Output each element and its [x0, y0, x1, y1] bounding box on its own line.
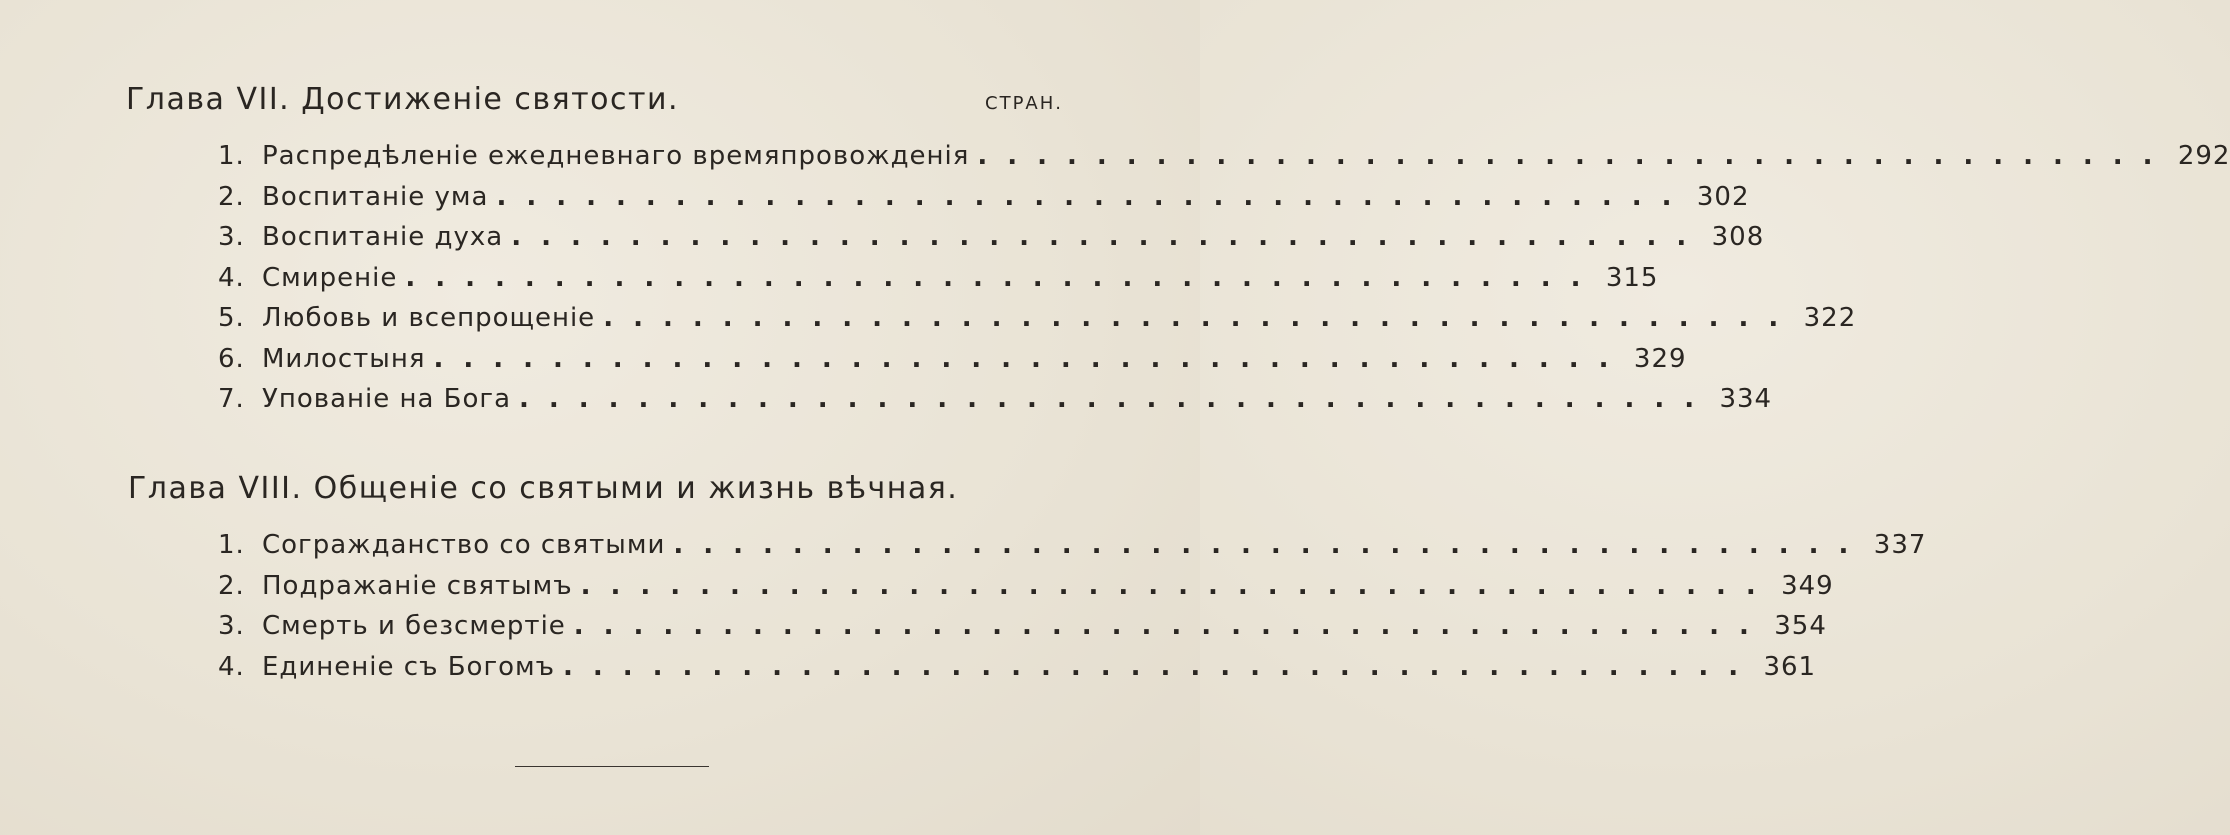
chapter-heading: Глава VIII. Общеніе со святыми и жизнь вѣчная. [128, 471, 959, 506]
entry-page-number: 292 [2177, 141, 2230, 171]
dot-leader: ........................................ [563, 651, 1759, 682]
entry-number: 4. [218, 262, 245, 293]
entry-title: Милостыня [262, 343, 426, 374]
closing-rule [515, 766, 709, 767]
toc-entry [218, 384, 1773, 425]
entry-title: Единеніе съ Богомъ [262, 651, 556, 682]
toc-entry [218, 222, 1765, 263]
entry-page-number: 322 [1803, 303, 1857, 333]
entry-title: Подражаніе святымъ [262, 570, 573, 601]
entry-number: 1. [218, 141, 245, 171]
entry-number: 1. [218, 530, 245, 560]
toc-entry [218, 530, 1927, 571]
entry-title: Смерть и безсмертіе [262, 611, 566, 641]
toc-entry [218, 651, 1817, 693]
dot-leader: ........................................ [673, 530, 1869, 560]
dot-leader: ........................................ [977, 141, 2173, 171]
entry-title: Упованіе на Бога [262, 384, 512, 414]
entry-page-number: 354 [1774, 611, 1827, 641]
toc-list [218, 530, 1927, 692]
toc-entry [218, 570, 1834, 612]
toc-entry [218, 611, 1827, 652]
entry-number: 2. [218, 181, 245, 212]
toc-list [218, 141, 2230, 425]
dot-leader: ........................................ [511, 222, 1707, 252]
dot-leader: ........................................ [580, 570, 1776, 601]
chapter-heading: Глава VII. Достиженіе святости. [126, 82, 679, 117]
entry-title: Смиреніе [262, 262, 398, 293]
entry-title: Распредѣленіе ежедневнаго времяпровожденія [262, 141, 970, 171]
dot-leader: ........................................ [405, 262, 1601, 293]
dot-leader: ........................................ [433, 343, 1629, 374]
toc-entry [218, 262, 1659, 304]
entry-title: Воспитаніе духа [262, 222, 504, 252]
entry-page-number: 315 [1605, 262, 1659, 293]
entry-number: 4. [218, 651, 245, 682]
dot-leader: ........................................ [603, 303, 1799, 333]
entry-number: 6. [218, 343, 245, 374]
toc-entry [218, 303, 1857, 344]
entry-title: Согражданство со святыми [262, 530, 666, 560]
entry-number: 3. [218, 222, 245, 252]
entry-number: 3. [218, 611, 245, 641]
entry-number: 7. [218, 384, 245, 414]
page-column-label: СТРАН. [985, 93, 1063, 114]
entry-page-number: 329 [1633, 343, 1687, 374]
toc-entry [218, 181, 1750, 223]
entry-page-number: 349 [1781, 570, 1834, 601]
dot-leader: ........................................ [573, 611, 1769, 641]
entry-title: Воспитаніе ума [262, 181, 489, 212]
toc-entry [218, 141, 2230, 182]
entry-page-number: 334 [1719, 384, 1773, 414]
toc-entry [218, 343, 1687, 385]
entry-number: 5. [218, 303, 245, 333]
entry-number: 2. [218, 570, 245, 601]
dot-leader: ........................................ [496, 181, 1692, 212]
dot-leader: ........................................ [519, 384, 1715, 414]
entry-title: Любовь и всепрощеніе [262, 303, 596, 333]
entry-page-number: 308 [1711, 222, 1765, 252]
entry-page-number: 302 [1696, 181, 1750, 212]
entry-page-number: 337 [1873, 530, 1927, 560]
entry-page-number: 361 [1763, 651, 1817, 682]
